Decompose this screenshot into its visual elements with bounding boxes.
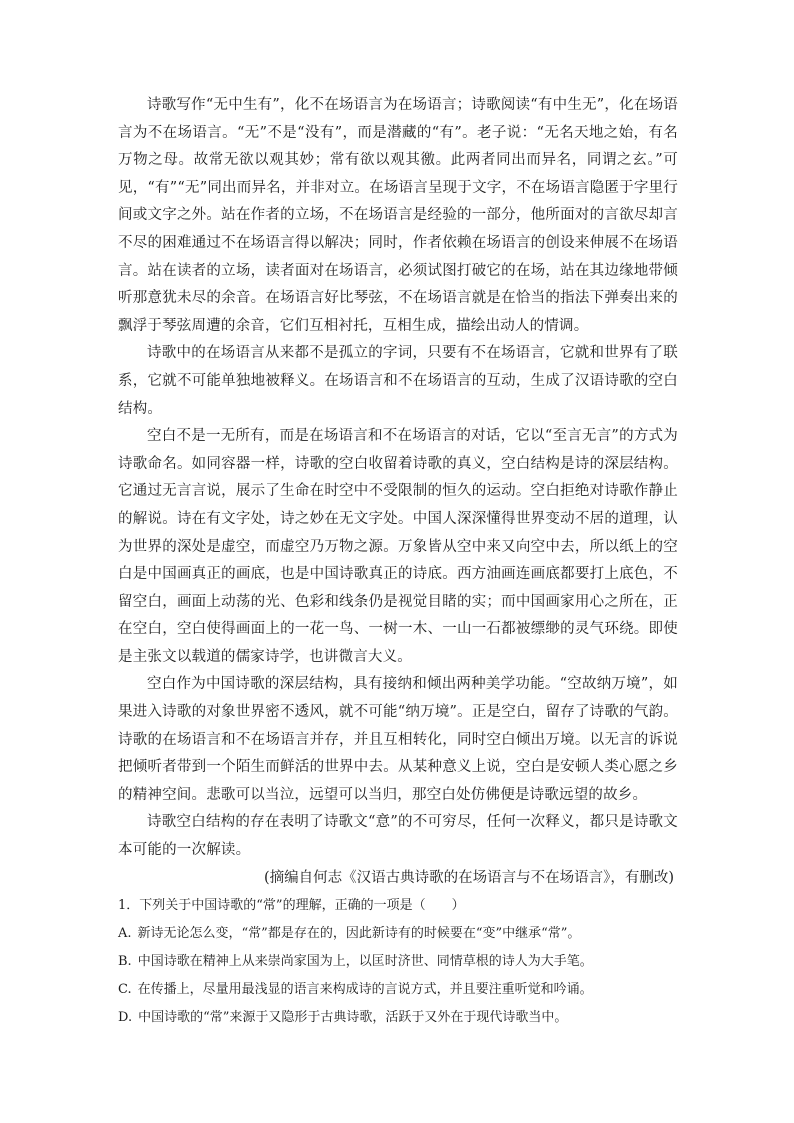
option-letter: C. — [118, 982, 132, 998]
option-letter: D. — [118, 1010, 133, 1026]
article-paragraph-4: 空白作为中国诗歌的深层结构，具有接纳和倾出两种美学功能。“空故纳万境”，如果进入诗歌的对象世界密不透风，就不可能“纳万境”。正是空白，留存了诗歌的气韵。诗歌的在场语言和不在场语言并存，并且互相转化，同时空白倾出万境。以无言的诉说把倾听者带到一个陌生而鲜活的世界中去。从某种意义上说，空白是安顿人类心愿之乡的精神空间。悲歌可以当泣，远望可以当归，那空白处仿佛便是诗歌远望的故乡。 — [118, 676, 678, 803]
option-c — [118, 976, 678, 1004]
option-text: 新诗无论怎么变，“常”都是存在的，因此新诗有的时候要在“变”中继承“常”。 — [137, 926, 581, 942]
article-source: (摘编自何志《汉语古典诗歌的在场语言与不在场语言》，有删改) — [263, 869, 674, 886]
article-paragraph-1: 诗歌写作“无中生有”，化不在场语言为在场语言；诗歌阅读“有中生无”，化在场语言为不在场语言。“无”不是“没有”，而是潜藏的“有”。老子说：“无名天地之始，有名万物之母。故常无欲以观其妙；常有欲以观其徼。此两者同出而异名，同谓之玄。”可见，“有”“无”同出而异名，并非对立。在场语言呈现于文字，不在场语言隐匿于字里行间或文字之外。站在作者的立场，不在场语言是经验的一部分，他所面对的言欲尽却言不尽的困难通过不在场语言得以解决；同时，作者依赖在场语言的创设来伸展不在场语言。站在读者的立场，读者面对在场语言，必须试图打破它的在场，站在其边缘地带倾听那意犹未尽的余音。在场语言好比琴弦，不在场语言就是在恰当的指法下弹奏出来的飘浮于琴弦周遭的余音，它们互相衬托，互相生成，描绘出动人的情调。 — [118, 97, 678, 334]
option-text: 中国诗歌的“常”来源于又隐形于古典诗歌，活跃于又外在于现代诗歌当中。 — [138, 1010, 568, 1026]
option-text: 在传播上，尽量用最浅显的语言来构成诗的言说方式，并且要注重听觉和吟诵。 — [137, 982, 593, 998]
question-stem: 1．下列关于中国诗歌的“常”的理解，正确的一项是（ ） — [118, 898, 465, 914]
option-letter: A. — [118, 926, 132, 942]
option-d — [118, 1004, 678, 1032]
option-a — [118, 920, 678, 948]
article-paragraph-3: 空白不是一无所有，而是在场语言和不在场语言的对话，它以“至言无言”的方式为诗歌命名。如同容器一样，诗歌的空白收留着诗歌的真义，空白结构是诗的深层结构。它通过无言言说，展示了生命在时空中不受限制的恒久的运动。空白拒绝对诗歌作静止的解说。诗在有文字处，诗之妙在无文字处。中国人深深懂得世界变动不居的道理，认为世界的深处是虚空，而虚空乃万物之源。万象皆从空中来又向空中去，所以纸上的空白是中国画真正的画底，也是中国诗歌真正的诗底。西方油画连画底都要打上底色，不留空白，画面上动荡的光、色彩和线条仍是视觉目睹的实；而中国画家用心之所在，正在空白，空白使得画面上的一花一鸟、一树一木、一山一石都被缥缈的灵气环绕。即使是主张文以载道的儒家诗学，也讲微言大义。 — [118, 428, 678, 665]
article-paragraph-5: 诗歌空白结构的存在表明了诗歌文“意”的不可穷尽，任何一次释义，都只是诗歌文本可能的一次解读。 — [118, 814, 678, 859]
option-text: 中国诗歌在精神上从来崇尚家国为上，以匡时济世、同情草根的诗人为大手笔。 — [137, 954, 593, 970]
option-b — [118, 948, 678, 976]
article-paragraph-2: 诗歌中的在场语言从来都不是孤立的字词，只要有不在场语言，它就和世界有了联系，它就不可能单独地被释义。在场语言和不在场语言的互动，生成了汉语诗歌的空白结构。 — [118, 345, 678, 417]
document-page — [118, 92, 678, 1032]
option-letter: B. — [118, 954, 132, 970]
